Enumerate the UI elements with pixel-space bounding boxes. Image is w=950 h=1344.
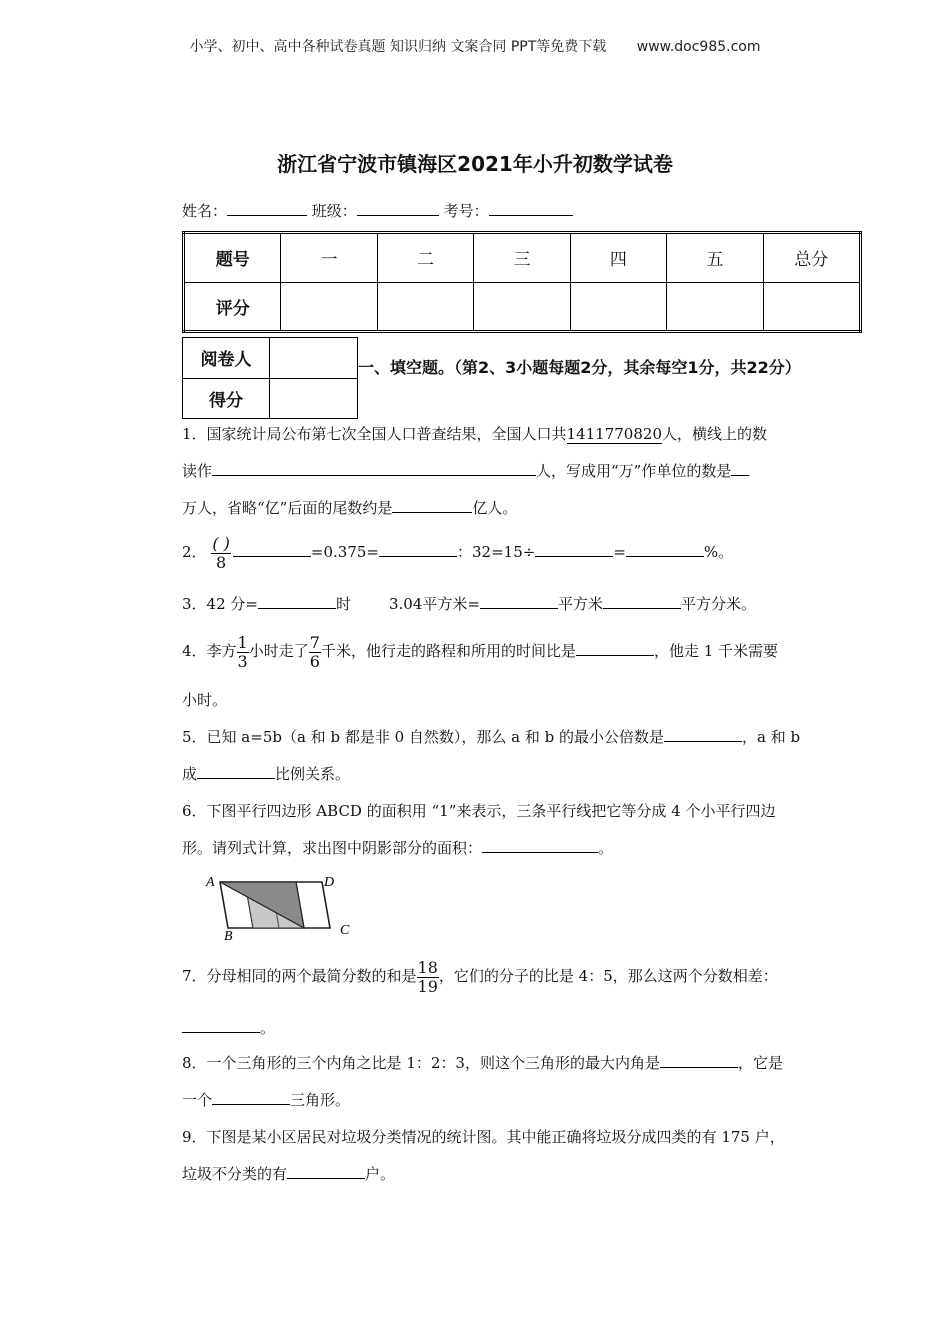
class-blank[interactable] bbox=[357, 201, 439, 216]
q9-text-a: 9．下图是某小区居民对垃圾分类情况的统计图。其中能正确将垃圾分成四类的有 175 户， bbox=[182, 1128, 785, 1146]
q5-text-c: 成 bbox=[182, 765, 198, 783]
score-header-cell: 二 bbox=[377, 233, 473, 283]
q1-blank-yi[interactable] bbox=[392, 498, 472, 513]
q8-text-a: 8．一个三角形的三个内角之比是 1：2：3，则这个三角形的最大内角是 bbox=[182, 1054, 660, 1072]
q7-fraction bbox=[417, 959, 439, 996]
exam-no-label: 考号： bbox=[443, 202, 489, 220]
name-blank[interactable] bbox=[227, 201, 307, 216]
q2-text-b: =0.375= bbox=[310, 543, 379, 561]
question-5-line-1 bbox=[182, 727, 800, 747]
q7-text-c: 。 bbox=[260, 1019, 276, 1037]
score-header-cell: 题号 bbox=[184, 233, 281, 283]
q4-text-b: 小时走了 bbox=[248, 642, 309, 660]
q1-text-e: 万人，省略“亿”后面的尾数约是 bbox=[182, 499, 393, 517]
q3-text-b: 时 bbox=[335, 595, 351, 613]
q2-blank-1[interactable] bbox=[233, 542, 311, 557]
page-title: 浙江省宁波市镇海区2021年小升初数学试卷 bbox=[277, 152, 673, 176]
q5-blank-2[interactable] bbox=[197, 764, 275, 779]
q4-blank-1[interactable] bbox=[576, 641, 654, 656]
q4-text-d: ，他走 1 千米需要 bbox=[653, 642, 779, 660]
q2-text-a: 2． bbox=[182, 543, 207, 561]
q2-text-e: %。 bbox=[703, 543, 734, 561]
grader-score-label: 得分 bbox=[183, 378, 270, 419]
score-header-cell: 五 bbox=[667, 233, 763, 283]
question-8-line-1 bbox=[182, 1053, 783, 1073]
q7-text-b: ，它们的分子的比是 4：5，那么这两个分数相差： bbox=[438, 967, 778, 985]
score-header-cell: 总分 bbox=[763, 233, 860, 283]
student-info-line bbox=[182, 200, 573, 221]
q2-fraction bbox=[211, 535, 231, 572]
exam-no-blank[interactable] bbox=[489, 201, 573, 216]
q2-fraction-numerator[interactable]: ( ) bbox=[212, 533, 230, 553]
question-6-line-1 bbox=[182, 801, 775, 821]
q5-blank-1[interactable] bbox=[664, 727, 742, 742]
q2-blank-2[interactable] bbox=[379, 542, 457, 557]
score-cell[interactable] bbox=[763, 282, 860, 332]
q4-fraction-distance-den: 6 bbox=[309, 651, 320, 671]
reader-label: 阅卷人 bbox=[183, 338, 270, 379]
q8-text-b: ，它是 bbox=[737, 1054, 783, 1072]
question-2 bbox=[182, 528, 733, 576]
question-8-line-2 bbox=[182, 1090, 350, 1110]
q1-text-d: 人，写成用“万”作单位的数是 bbox=[536, 462, 732, 480]
q3-blank-2[interactable] bbox=[480, 594, 558, 609]
score-cell[interactable] bbox=[281, 282, 377, 332]
class-label: 班级： bbox=[311, 202, 357, 220]
q1-text-c: 读作 bbox=[182, 462, 213, 480]
q2-text-c: ：32=15÷ bbox=[457, 543, 536, 561]
q7-blank[interactable] bbox=[182, 1018, 260, 1033]
q1-text-a: 1．国家统计局公布第七次全国人口普查结果，全国人口共 bbox=[182, 425, 567, 443]
question-9-line-1 bbox=[182, 1127, 785, 1147]
q6-text-a: 6．下图平行四边形 ABCD 的面积用 “1”来表示，三条平行线把它等分成 4 个小平行四边 bbox=[182, 802, 776, 820]
header-tagline: 小学、初中、高中各种试卷真题 知识归纳 文案合同 PPT等免费下载 bbox=[189, 39, 607, 55]
question-9-line-2 bbox=[182, 1164, 395, 1184]
q4-fraction-distance-num: 7 bbox=[309, 632, 320, 652]
q2-blank-3[interactable] bbox=[535, 542, 613, 557]
q5-text-d: 比例关系。 bbox=[275, 765, 351, 783]
q3-text-d: 平方米 bbox=[557, 595, 603, 613]
score-cell[interactable] bbox=[667, 282, 763, 332]
score-header-cell: 一 bbox=[281, 233, 377, 283]
question-1-line-3 bbox=[182, 498, 517, 518]
question-7-line-2 bbox=[182, 1018, 275, 1038]
q4-fraction-time bbox=[237, 634, 249, 671]
q1-blank-read[interactable] bbox=[212, 461, 536, 476]
q7-fraction-num: 18 bbox=[417, 957, 438, 977]
q2-blank-4[interactable] bbox=[626, 542, 704, 557]
q2-text-d: = bbox=[613, 543, 626, 561]
q9-blank[interactable] bbox=[287, 1164, 365, 1179]
q4-text-e: 小时。 bbox=[182, 691, 228, 709]
name-label: 姓名： bbox=[182, 202, 228, 220]
q6-text-b: 形。请列式计算，求出图中阴影部分的面积： bbox=[182, 839, 483, 857]
score-cell[interactable] bbox=[570, 282, 666, 332]
q8-text-c: 一个 bbox=[182, 1091, 213, 1109]
q8-text-d: 三角形。 bbox=[290, 1091, 351, 1109]
q7-text-a: 7．分母相同的两个最简分数的和是 bbox=[182, 967, 417, 985]
q5-text-a: 5．已知 a=5b（a 和 b 都是非 0 自然数），那么 a 和 b 的最小公倍数是 bbox=[182, 728, 665, 746]
score-table-score-row bbox=[184, 282, 861, 332]
label-c: C bbox=[340, 923, 350, 938]
header-site-link[interactable]: www.doc985.com bbox=[636, 39, 761, 55]
q4-text-a: 4．李方 bbox=[182, 642, 237, 660]
label-b: B bbox=[224, 929, 233, 944]
q3-blank-1[interactable] bbox=[258, 594, 336, 609]
score-header-cell: 三 bbox=[474, 233, 570, 283]
label-a: A bbox=[206, 875, 215, 890]
q1-text-b: 人，横线上的数 bbox=[661, 425, 767, 443]
q1-blank-wan[interactable] bbox=[731, 461, 749, 476]
q4-fraction-time-den: 3 bbox=[237, 651, 248, 671]
q1-population-number: 1411770820 bbox=[566, 425, 662, 443]
q1-text-f: 亿人。 bbox=[472, 499, 518, 517]
q2-fraction-denominator: 8 bbox=[216, 552, 227, 572]
q4-fraction-time-num: 1 bbox=[237, 632, 248, 652]
q3-blank-3[interactable] bbox=[603, 594, 681, 609]
score-cell[interactable] bbox=[474, 282, 570, 332]
q8-blank-2[interactable] bbox=[212, 1090, 290, 1105]
label-d: D bbox=[324, 875, 335, 890]
section-title: 一、填空题。（第2、3小题每题2分，其余每空1分，共22分） bbox=[358, 358, 801, 377]
question-1-line-2 bbox=[182, 461, 749, 481]
question-7-line-1 bbox=[182, 954, 778, 998]
q5-text-b: ，a 和 b bbox=[742, 728, 801, 746]
q9-text-b: 垃圾不分类的有 bbox=[182, 1165, 288, 1183]
parallelogram-figure bbox=[198, 868, 370, 948]
grader-score-cell[interactable] bbox=[270, 378, 358, 419]
q4-text-c: 千米，他行走的路程和所用的时间比是 bbox=[320, 642, 576, 660]
score-table-header-row bbox=[184, 233, 861, 283]
q3-text-e: 平方分米。 bbox=[680, 595, 756, 613]
q3-text-a: 3．42 分= bbox=[182, 595, 258, 613]
grader-table bbox=[182, 337, 358, 419]
question-3 bbox=[182, 594, 756, 614]
score-row-label: 评分 bbox=[184, 282, 281, 332]
q4-fraction-distance bbox=[309, 634, 321, 671]
q3-text-c: 3.04平方米= bbox=[388, 595, 480, 613]
question-4-line-1 bbox=[182, 629, 778, 673]
score-cell[interactable] bbox=[377, 282, 473, 332]
question-4-line-2 bbox=[182, 690, 227, 710]
score-header-cell: 四 bbox=[570, 233, 666, 283]
question-5-line-2 bbox=[182, 764, 350, 784]
reader-cell[interactable] bbox=[270, 338, 358, 379]
q6-text-c: 。 bbox=[598, 839, 614, 857]
question-1-line-1 bbox=[182, 424, 767, 444]
q9-text-c: 户。 bbox=[365, 1165, 396, 1183]
page-header bbox=[0, 36, 950, 56]
score-table bbox=[182, 231, 862, 333]
question-6-line-2 bbox=[182, 838, 613, 858]
q7-fraction-den: 19 bbox=[417, 976, 438, 996]
q6-blank[interactable] bbox=[482, 838, 598, 853]
q8-blank-1[interactable] bbox=[660, 1053, 738, 1068]
